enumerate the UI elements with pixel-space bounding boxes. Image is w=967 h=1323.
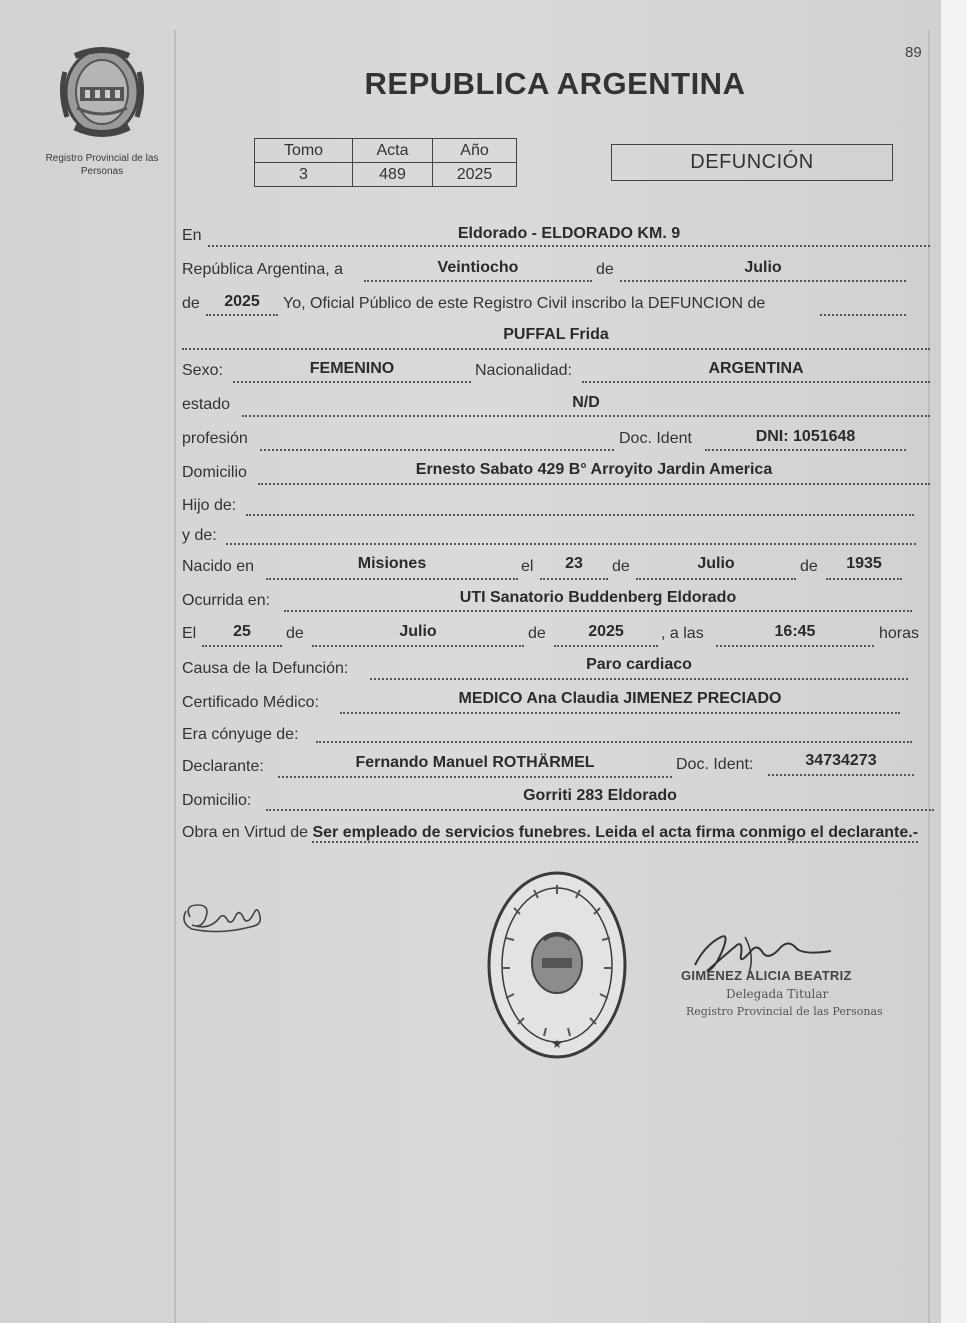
value-mes: Julio: [744, 259, 782, 276]
dotted-line: [826, 578, 902, 580]
misiones-coat-of-arms-icon: [55, 42, 150, 142]
value-ocurrida-en: UTI Sanatorio Buddenberg Eldorado: [459, 589, 737, 606]
value-nac-mes: Julio: [697, 555, 735, 572]
value-sexo: FEMENINO: [309, 360, 395, 377]
value-declarante: Fernando Manuel ROTHÄRMEL: [355, 754, 595, 771]
header-tomo: Tomo: [255, 139, 353, 163]
dotted-line: [820, 314, 906, 316]
dotted-line: [226, 543, 916, 545]
dotted-line: [312, 645, 524, 647]
value-doc: DNI: 1051648: [755, 428, 856, 445]
value-estado: N/D: [572, 394, 600, 411]
page-number: 89: [905, 44, 922, 61]
right-margin-line: [928, 30, 930, 1323]
dotted-line: [233, 381, 471, 383]
label-yo-oficial: Yo, Oficial Público de este Registro Civil inscribo la DEFUNCION de: [283, 295, 766, 312]
signatory-role: Delegada Titular: [726, 987, 829, 1001]
value-hora: 16:45: [774, 623, 816, 640]
registry-caption: Registro Provincial de las Personas: [45, 153, 159, 177]
dotted-line: [246, 514, 914, 516]
dotted-line: [260, 449, 614, 451]
table-row: [255, 163, 517, 187]
signatory-name: GIMENEZ ALICIA BEATRIZ: [681, 968, 852, 983]
dotted-line: [620, 280, 906, 282]
label-y-de: y de:: [182, 527, 217, 544]
label-obra: Obra en Virtud de: [182, 824, 309, 841]
declarant-signature: [180, 895, 270, 940]
value-nombre: PUFFAL Frida: [503, 326, 609, 343]
obra-paragraph: [182, 820, 932, 846]
document-title: REPUBLICA ARGENTINA: [364, 66, 746, 101]
value-declarante-domicilio: Gorriti 283 Eldorado: [523, 787, 677, 804]
dotted-line: [182, 348, 930, 350]
dotted-line: [340, 712, 900, 714]
dotted-line: [582, 381, 930, 383]
label-sexo: Sexo:: [182, 362, 223, 379]
value-def-dia: 25: [233, 623, 251, 640]
header-acta: Acta: [353, 139, 433, 163]
dotted-line: [202, 645, 282, 647]
label-el-cap: El: [182, 625, 197, 642]
left-margin-line: [174, 30, 176, 1323]
value-tomo: 3: [255, 163, 353, 187]
label-republica: República Argentina, a: [182, 261, 343, 278]
label-de: de: [286, 625, 304, 642]
value-nac-dia: 23: [565, 555, 583, 572]
dotted-line: [768, 774, 914, 776]
dotted-line: [705, 449, 906, 451]
label-en: En: [182, 227, 202, 244]
value-anio: 2025: [224, 293, 260, 310]
value-anio: 2025: [433, 163, 517, 187]
label-nacido-en: Nacido en: [182, 558, 255, 575]
label-de: de: [528, 625, 546, 642]
page-edge: [941, 0, 967, 1323]
label-domicilio: Domicilio:: [182, 792, 252, 809]
dotted-line: [554, 645, 658, 647]
label-domicilio: Domicilio: [182, 464, 247, 481]
dotted-line: [208, 245, 930, 247]
dotted-line: [540, 578, 608, 580]
value-lugar: Eldorado - ELDORADO KM. 9: [457, 225, 681, 242]
value-declarante-doc: 34734273: [805, 752, 877, 769]
label-de: de: [182, 295, 200, 312]
label-declarante: Declarante:: [182, 758, 264, 775]
value-nacido-en: Misiones: [357, 555, 427, 572]
value-causa: Paro cardiaco: [586, 656, 692, 673]
label-profesion: profesión: [182, 430, 248, 447]
dotted-line: [284, 610, 912, 612]
signatory-office: Registro Provincial de las Personas: [686, 1005, 883, 1018]
label-causa: Causa de la Defunción:: [182, 660, 349, 677]
label-doc-ident: Doc. Ident:: [676, 756, 754, 773]
dotted-line: [716, 645, 874, 647]
value-obra: Ser empleado de servicios funebres. Leida el acta firma conmigo el declarante.-: [312, 824, 919, 841]
dotted-line: [258, 483, 930, 485]
dotted-line: [636, 578, 796, 580]
label-certificado: Certificado Médico:: [182, 694, 319, 711]
label-nacionalidad: Nacionalidad:: [475, 362, 572, 379]
label-conyuge: Era cónyuge de:: [182, 726, 299, 743]
dotted-line: [370, 678, 908, 680]
dotted-line: [206, 314, 278, 316]
dotted-line: [266, 809, 934, 811]
value-certificado: MEDICO Ana Claudia JIMENEZ PRECIADO: [458, 690, 782, 707]
record-type-box: DEFUNCIÓN: [611, 144, 893, 181]
header-anio: Año: [433, 139, 517, 163]
official-seal-icon: [484, 868, 630, 1062]
dotted-line: [278, 776, 672, 778]
label-de: de: [612, 558, 630, 575]
label-el: el: [521, 558, 534, 575]
label-doc-ident: Doc. Ident: [619, 430, 692, 447]
value-nac-anio: 1935: [846, 555, 882, 572]
label-horas: horas: [879, 625, 920, 642]
value-dia-letras: Veintiocho: [437, 259, 519, 276]
table-row: [255, 139, 517, 163]
value-acta: 489: [353, 163, 433, 187]
dotted-line: [364, 280, 592, 282]
dotted-line: [266, 578, 518, 580]
value-def-anio: 2025: [588, 623, 624, 640]
value-def-mes: Julio: [399, 623, 437, 640]
label-de: de: [596, 261, 614, 278]
label-estado: estado: [182, 396, 231, 413]
value-domicilio: Ernesto Sabato 429 B° Arroyito Jardin America: [415, 461, 773, 478]
label-de: de: [800, 558, 818, 575]
value-nacionalidad: ARGENTINA: [708, 360, 804, 377]
dotted-line: [242, 415, 930, 417]
svg-text:★: ★: [551, 1037, 563, 1051]
label-a-las: , a las: [661, 625, 704, 642]
label-ocurrida-en: Ocurrida en:: [182, 592, 271, 609]
record-table: [254, 138, 517, 187]
label-hijo-de: Hijo de:: [182, 497, 237, 514]
dotted-line: [316, 741, 912, 743]
